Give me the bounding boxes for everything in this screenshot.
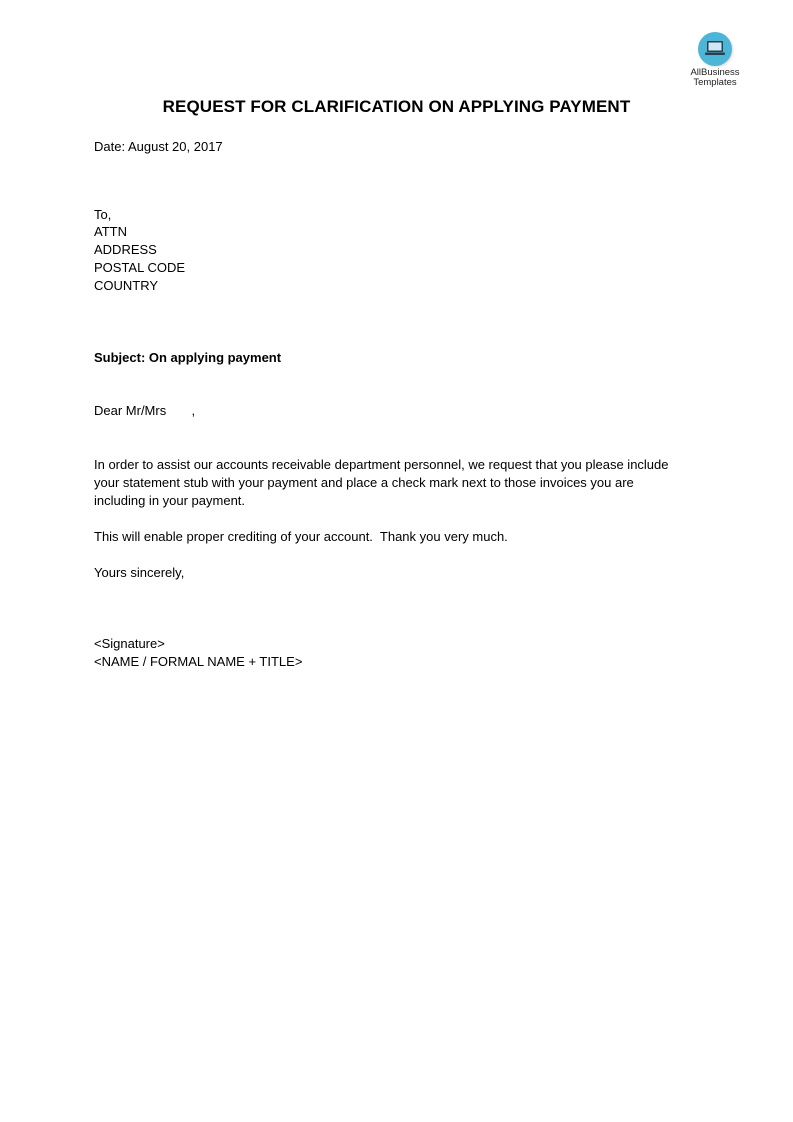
body-paragraph-1-line-1: In order to assist our accounts receivable department personnel, we request that you please include: [94, 457, 669, 472]
recipient-attn: ATTN: [94, 224, 127, 239]
signature-placeholder: <Signature>: [94, 636, 165, 651]
logo-text: [684, 68, 746, 88]
logo-line-1: AllBusiness: [690, 67, 740, 78]
recipient-address: ADDRESS: [94, 242, 157, 257]
body-paragraph-1-line-2: your statement stub with your payment and place a check mark next to those invoices you are: [94, 475, 634, 490]
closing: Yours sincerely,: [94, 565, 185, 580]
body-paragraph-1-line-3: including in your payment.: [94, 493, 246, 508]
recipient-country: COUNTRY: [94, 278, 159, 293]
laptop-icon: [705, 40, 725, 58]
allbusiness-templates-logo: [684, 32, 746, 88]
letter-title: REQUEST FOR CLARIFICATION ON APPLYING PAYMENT: [162, 97, 631, 116]
recipient-to: To,: [94, 207, 112, 222]
name-title-placeholder: <NAME / FORMAL NAME + TITLE>: [94, 654, 303, 669]
logo-badge: [698, 32, 732, 66]
body-paragraph-2: This will enable proper crediting of your account. Thank you very much.: [94, 529, 508, 544]
date-line: Date: August 20, 2017: [94, 139, 223, 154]
logo-line-2: Templates: [693, 77, 737, 88]
recipient-postal-code: POSTAL CODE: [94, 260, 186, 275]
salutation: Dear Mr/Mrs ,: [94, 403, 196, 418]
subject-line: Subject: On applying payment: [94, 350, 282, 365]
